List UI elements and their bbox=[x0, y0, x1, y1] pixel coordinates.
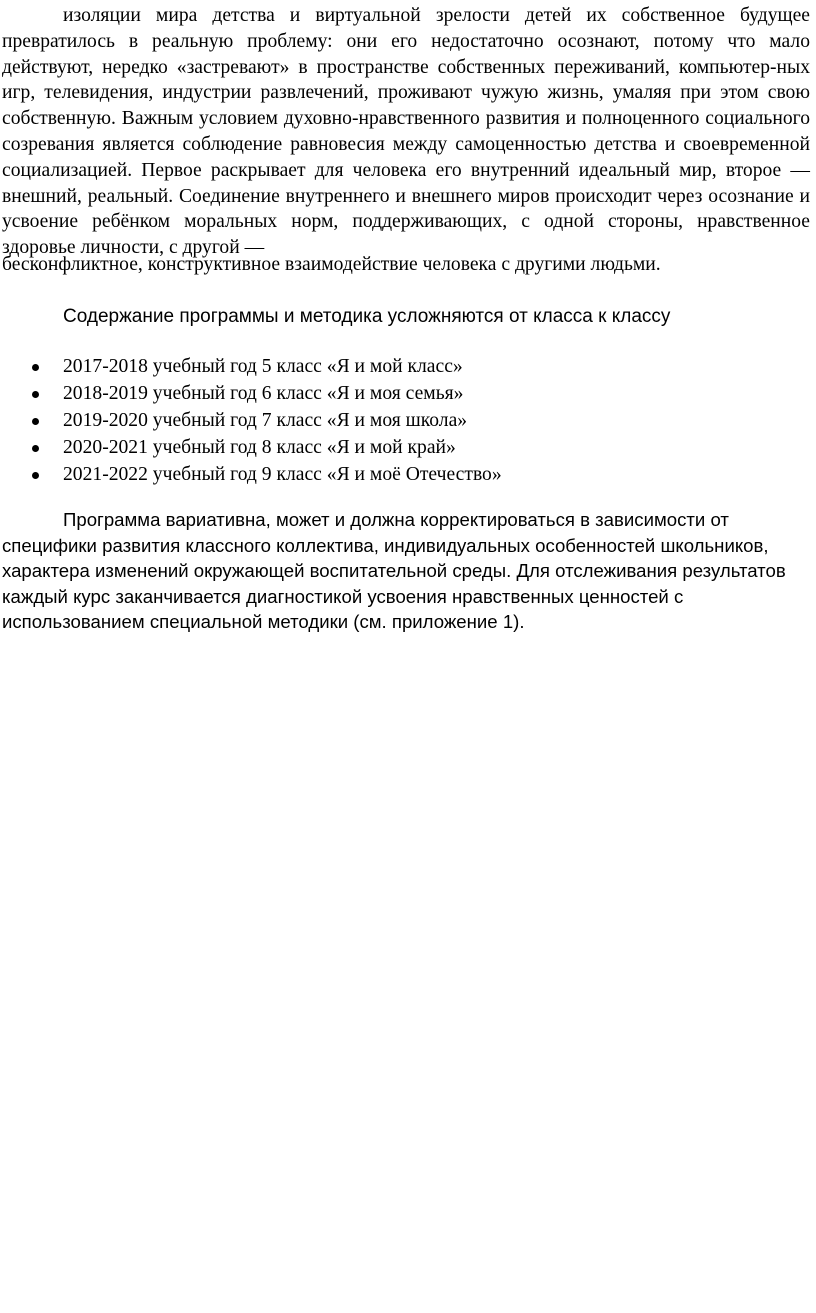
bullet-icon bbox=[32, 418, 39, 425]
program-heading: Содержание программы и методика усложняются от класса к классу bbox=[63, 306, 671, 327]
bullet-icon bbox=[32, 364, 39, 371]
intro-paragraph: изоляции мира детства и виртуальной зрелости детей их собственное будущее превратилось в реальную проблему: они его недостаточно осознают, потому что мало действуют, нередко «застревают» в пространстве собственных переживаний, компьютер-ных игр, телевидения, индустрии развлечений, проживают чужую жизнь, умаляя при этом свою собственную. Важным условием духовно-нравственного развития и полноценного социального созревания является соблюдение равновесия между самоценностью детства и своевременной социализацией. Первое раскрывает для человека его внутренний идеальный мир, второе — внешний, реальный. Соединение внутреннего и внешнего миров происходит через осознание и усвоение ребёнком моральных норм, поддерживающих, с одной стороны, нравственное здоровье личности, с другой — bbox=[2, 5, 810, 259]
bullet-icon bbox=[32, 472, 39, 479]
list-item bbox=[0, 461, 816, 488]
list-item-text: 2021-2022 учебный год 9 класс «Я и моё Отечество» bbox=[63, 464, 502, 485]
list-item-text: 2018-2019 учебный год 6 класс «Я и моя семья» bbox=[63, 383, 464, 404]
list-item-text: 2017-2018 учебный год 5 класс «Я и мой класс» bbox=[63, 356, 463, 377]
list-item bbox=[0, 434, 816, 461]
list-item bbox=[0, 407, 816, 434]
bullet-icon bbox=[32, 391, 39, 398]
list-item-text: 2020-2021 учебный год 8 класс «Я и мой край» bbox=[63, 437, 456, 458]
list-item bbox=[0, 353, 816, 380]
variability-paragraph: Программа вариативна, может и должна корректироваться в зависимости от специфики развития классного коллектива, индивидуальных особенностей школьников, характера изменений окружающей воспитательной среды. Для отслеживания результатов каждый курс заканчивается диагностикой усвоения нравственных ценностей с использованием специальной методики (см. приложение 1). bbox=[2, 509, 786, 633]
intro-paragraph-tail: бесконфликтное, конструктивное взаимодействие человека с другими людьми. bbox=[2, 254, 661, 275]
program-years-list bbox=[0, 353, 816, 488]
list-item bbox=[0, 380, 816, 407]
list-item-text: 2019-2020 учебный год 7 класс «Я и моя школа» bbox=[63, 410, 468, 431]
bullet-icon bbox=[32, 445, 39, 452]
